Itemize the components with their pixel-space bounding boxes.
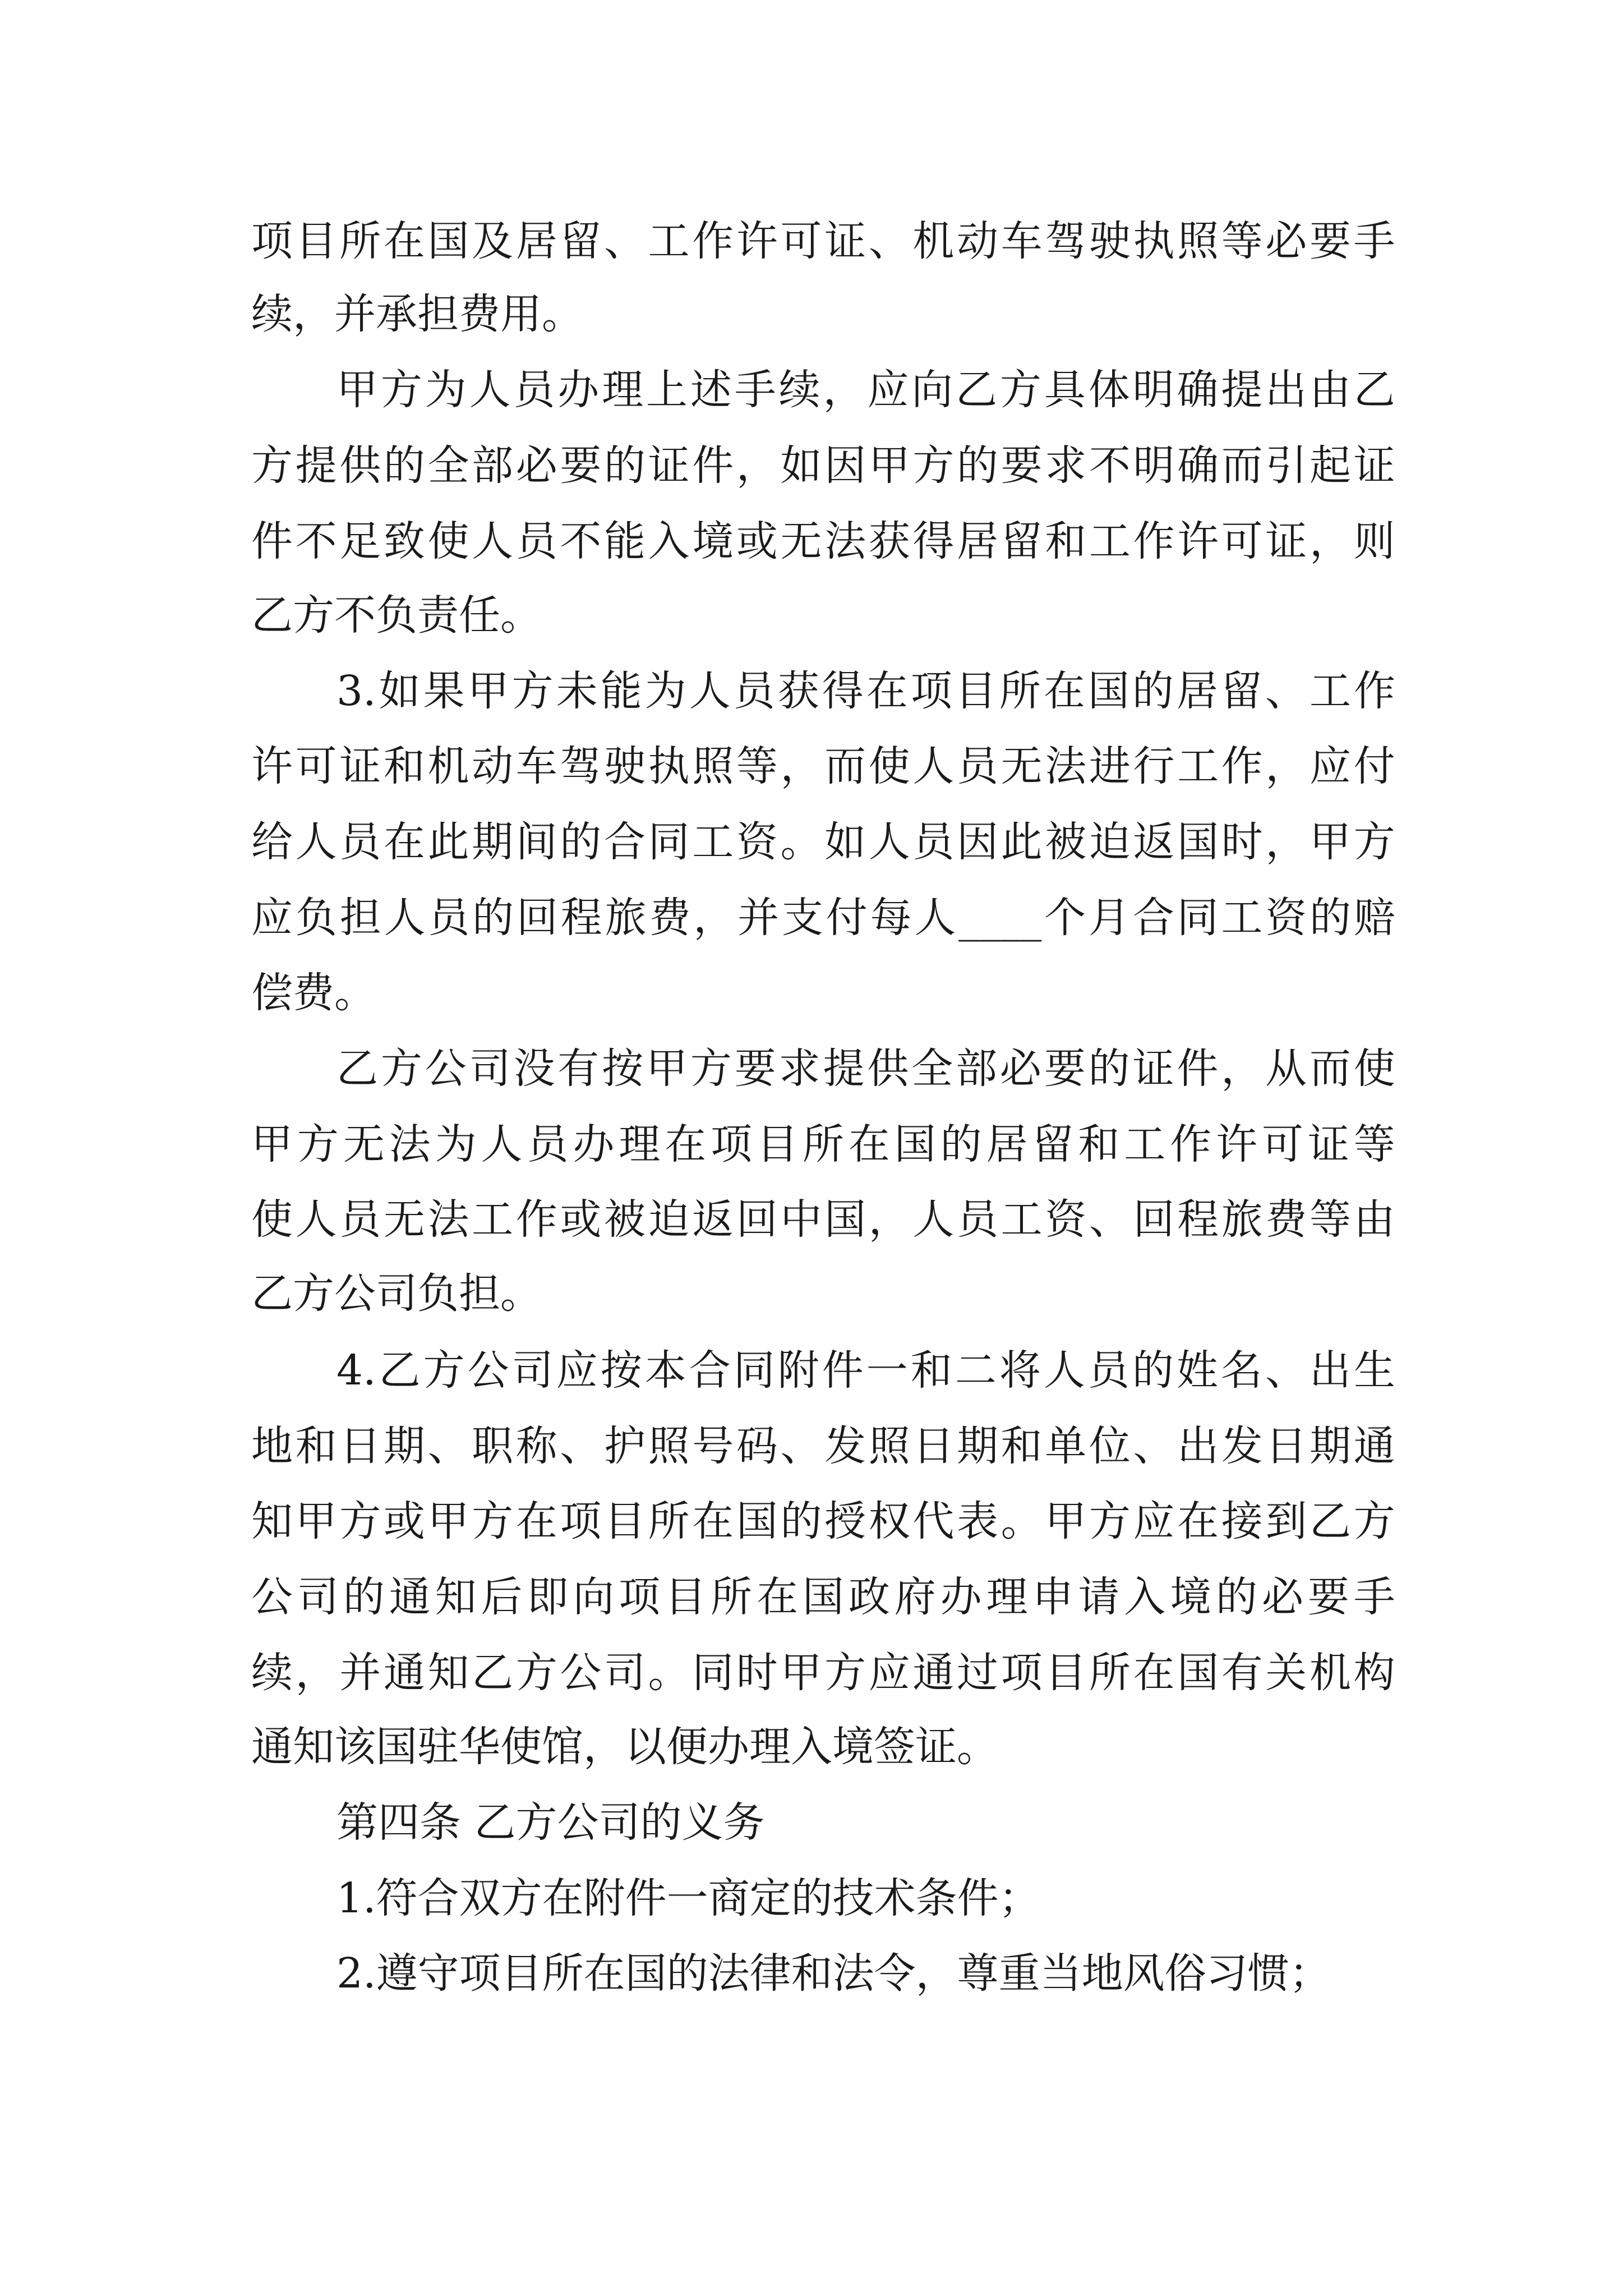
text-line: 使 人 员 无 法 工 作 或 被 迫 返 回 中 国 ， 人 员 工 资 、 回 程 旅 费 等 由	[251, 1195, 1395, 1244]
list-item: 1.符合双方在附件一商定的技术条件；	[336, 1874, 1040, 1922]
list-item: 2.遵守项目所在国的法律和法令，尊重当地风俗习惯；	[336, 1949, 1331, 1998]
text-line: 通知该国驻华使馆，以便办理入境签证。	[251, 1723, 998, 1771]
text-line: 应 负 担 人 员 的 回 程 旅 费 ， 并 支 付 每 人 ____ 个 月 合 同 工 资 的 赔	[251, 894, 1395, 942]
section-heading: 第四条 乙方公司的义务	[336, 1798, 765, 1847]
text-line: 4. 乙 方 公 司 应 按 本 合 同 附 件 一 和 二 将 人 员 的 姓 名 、 出 生	[336, 1346, 1395, 1395]
text-line: 乙方不负责任。	[251, 591, 542, 639]
text-line: 续 ， 并 通 知 乙 方 公 司 。 同 时 甲 方 应 通 过 项 目 所 在 国 有 关 机 构	[251, 1649, 1395, 1697]
text-line: 甲 方 为 人 员 办 理 上 述 手 续 ， 应 向 乙 方 具 体 明 确 提 出 由 乙	[336, 366, 1395, 414]
text-line: 偿费。	[251, 969, 376, 1017]
text-line: 续，并承担费用。	[251, 290, 583, 338]
text-line: 知 甲 方 或 甲 方 在 项 目 所 在 国 的 授 权 代 表 。 甲 方 应 在 接 到 乙 方	[251, 1497, 1395, 1545]
text-line: 公 司 的 通 知 后 即 向 项 目 所 在 国 政 府 办 理 申 请 入 境 的 必 要 手	[251, 1573, 1395, 1621]
text-line: 方 提 供 的 全 部 必 要 的 证 件 ， 如 因 甲 方 的 要 求 不 明 确 而 引 起 证	[251, 441, 1395, 490]
text-line: 乙方公司负担。	[251, 1269, 542, 1318]
text-line: 乙 方 公 司 没 有 按 甲 方 要 求 提 供 全 部 必 要 的 证 件 ， 从 而 使	[336, 1045, 1395, 1093]
text-line: 给 人 员 在 此 期 间 的 合 同 工 资 。 如 人 员 因 此 被 迫 返 国 时 ， 甲 方	[251, 818, 1395, 866]
text-line: 许 可 证 和 机 动 车 驾 驶 执 照 等 ， 而 使 人 员 无 法 进 行 工 作 ， 应 付	[251, 742, 1395, 790]
text-line: 项 目 所 在 国 及 居 留 、 工 作 许 可 证 、 机 动 车 驾 驶 执 照 等 必 要 手	[251, 217, 1395, 265]
text-line: 甲 方 无 法 为 人 员 办 理 在 项 目 所 在 国 的 居 留 和 工 作 许 可 证 等	[251, 1120, 1395, 1168]
text-line: 件 不 足 致 使 人 员 不 能 入 境 或 无 法 获 得 居 留 和 工 作 许 可 证 ， 则	[251, 517, 1395, 565]
text-line: 地 和 日 期 、 职 称 、 护 照 号 码 、 发 照 日 期 和 单 位 、 出 发 日 期 通	[251, 1422, 1395, 1470]
text-line: 3. 如 果 甲 方 未 能 为 人 员 获 得 在 项 目 所 在 国 的 居 留 、 工 作	[336, 667, 1395, 715]
